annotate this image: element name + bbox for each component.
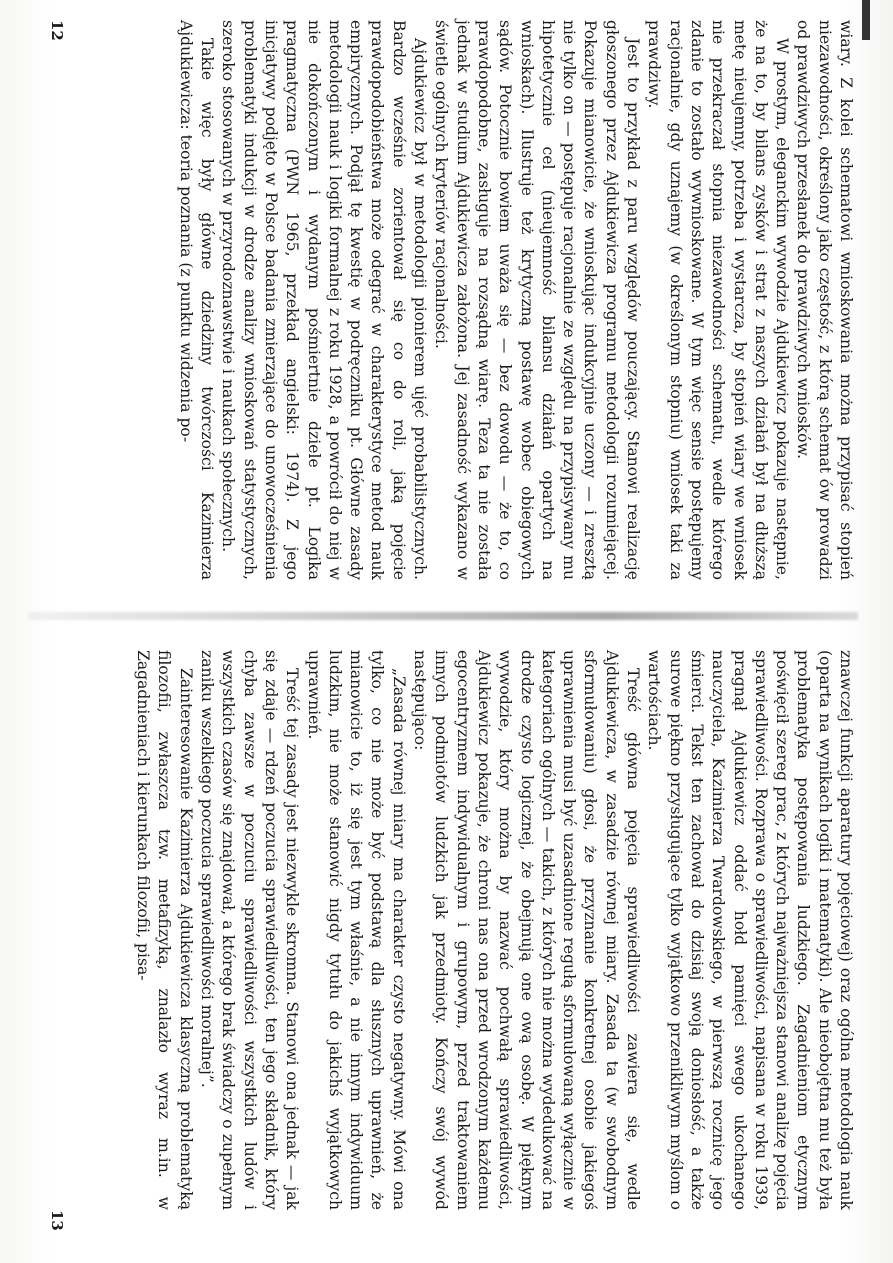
paragraph: Jest to przykład z paru względów pouczający. Stanowi realizację głoszonego przez Ajdukiewicza programu metodologii rozumiejącej. Pokazuje mianowicie, że wnioskując indukcyjnie uczony — i zresztą nie tylko on — postępuje racjonalnie ze względu na przypisywany mu hipotetycznie cel (nieujemność bilansu działań opartych na wnioskach). Ilustruje też krytyczną postawę wobec obiegowych sądów. Potocznie bowiem uważa się — bez dowodu — że to, co prawdopodobne, zasługuje na rozsądną wiarę. Teza ta nie została jednak w studium Ajdukiewicza założona. Jej zasadność wykazano w świetle ogólnych kryteriów racjonalności. xyxy=(432,20,643,580)
scan-edge-mark xyxy=(862,0,870,40)
paragraph: Treść główna pojęcia sprawiedliwości zawiera się, wedle Ajdukiewicza, w zasadzie równej miary. Zasada ta (w swobodnym sformułowaniu) głosi, że przyznanie konkretnej osobie jakiegoś uprawnienia musi być uzasadnione regułą sformułowaną wyłącznie w kategoriach ogólnych — takich, z których nie można wydedukować na drodze czysto logicznej, że obejmują one ową osobę. W pięknym wywodzie, który można by nazwać pochwałą sprawiedliwości, Ajdukiewicz pokazuje, że chroni nas ona przed wrodzonym każdemu egocentryzmem indywidualnym i grupowym, przed traktowaniem innych podmiotów ludzkich jak przedmioty. Kończy swój wywód następująco: xyxy=(411,650,643,1210)
right-page-text xyxy=(132,650,856,1210)
paragraph: Treść tej zasady jest niezwykle skromna. Stanowi ona jednak — jak się zdaje — rdzeń poczucia sprawiedliwości, ten jego składnik, który chyba zawsze w poczuciu sprawiedliwości wszystkich ludów i wszystkich czasów się znajdował, a którego brak świadczy o zupełnym zaniku wszelkiego poczucia sprawiedliwości moralnej”. xyxy=(198,650,302,1210)
paragraph: znawczej funkcji aparatury pojęciowej) oraz ogólna metodologia nauk (oparta na wynikach logiki i matematyki). Ale nieobojętna mu też była problematyka postępowania ludzkiego. Zagadnieniom etycznym poświęcił szereg prac, z których najważniejsza stanowi analizę pojęcia sprawiedliwości. Rozprawa o sprawiedliwości, napisana w roku 1939, pragnął Ajdukiewicz oddać hołd pamięci swego ukochanego nauczyciela, Kazimierza Twardowskiego, w pierwszą rocznicę jego śmierci. Tekst ten zachował do dzisiaj swoją doniosłość, a także surowe piękno przysługujące tylko wyjątkowo przenikliwym myślom o wartościach. xyxy=(645,650,855,1210)
paragraph: Takie więc były główne dziedziny twórczości Kazimierza Ajdukiewicza: teoria poznania (z punktu widzenia po- xyxy=(176,20,217,580)
paragraph: „Zasada równej miary ma charakter czysto negatywny. Mówi ona tylko, co nie może być podstawą dla słusznych uprawnień, że mianowicie to, iż się jest tym właśnie, a nie innym indywiduum ludzkim, nie może stanowić nigdy tytułu do jakichś wyjątkowych uprawnień. xyxy=(304,650,408,1210)
paragraph: Zainteresowanie Kazimierza Ajdukiewicza klasyczną problematyką filozofii, zwłaszcza tzw. metafizyką, znalazło wyraz m.in. w Zagadnieniach i kierunkach filozofii, pisa- xyxy=(134,650,195,1210)
book-spread xyxy=(30,0,856,1263)
page-number-left: 12 xyxy=(48,20,66,41)
paragraph: Ajdukiewicz był w metodologii pionierem ujęć probabilistycznych. Bardzo wcześnie zorientował się co do roli, jaką pojęcie prawdopodobieństwa może odegrać w charakterystyce metod nauk empirycznych. Podjął tę kwestię w podręczniku pt. Główne zasady metodologii nauk i logiki formalnej z roku 1928, a powrócił do niej w nie dokończonym i wydanym pośmiertnie dziele pt. Logika pragmatyczna (PWN 1965, przekład angielski: 1974). Z jego inicjatywy podjęto w Polsce badania zmierzające do unowocześnienia problematyki indukcji w drodze analizy wnioskowań statystycznych, szeroko stosowanych w przyrodoznawstwie i naukach społecznych. xyxy=(219,20,430,580)
paragraph: W prostym, eleganckim wywodzie Ajdukiewicz pokazuje następnie, że na to, by bilans zysków i strat z naszych działań był na dłuższą metę nieujemny, potrzeba i wystarcza, by stopień wiary we wniosek nie przekraczał stopnia niezawodności schematu, wedle którego zdanie to zostało wywnioskowane. W tym więc sensie postępujemy racjonalnie, gdy uznajemy (w określonym stopniu) wniosek taki za prawdziwy. xyxy=(645,20,792,580)
left-page-text xyxy=(175,20,857,580)
paragraph: wiary. Z kolei schematowi wnioskowania można przypisać stopień niezawodności, określony jako częstość, z którą schemat ów prowadzi od prawdziwych przesłanek do prawdziwych wniosków. xyxy=(794,20,855,580)
page-number-right: 13 xyxy=(48,1210,66,1231)
